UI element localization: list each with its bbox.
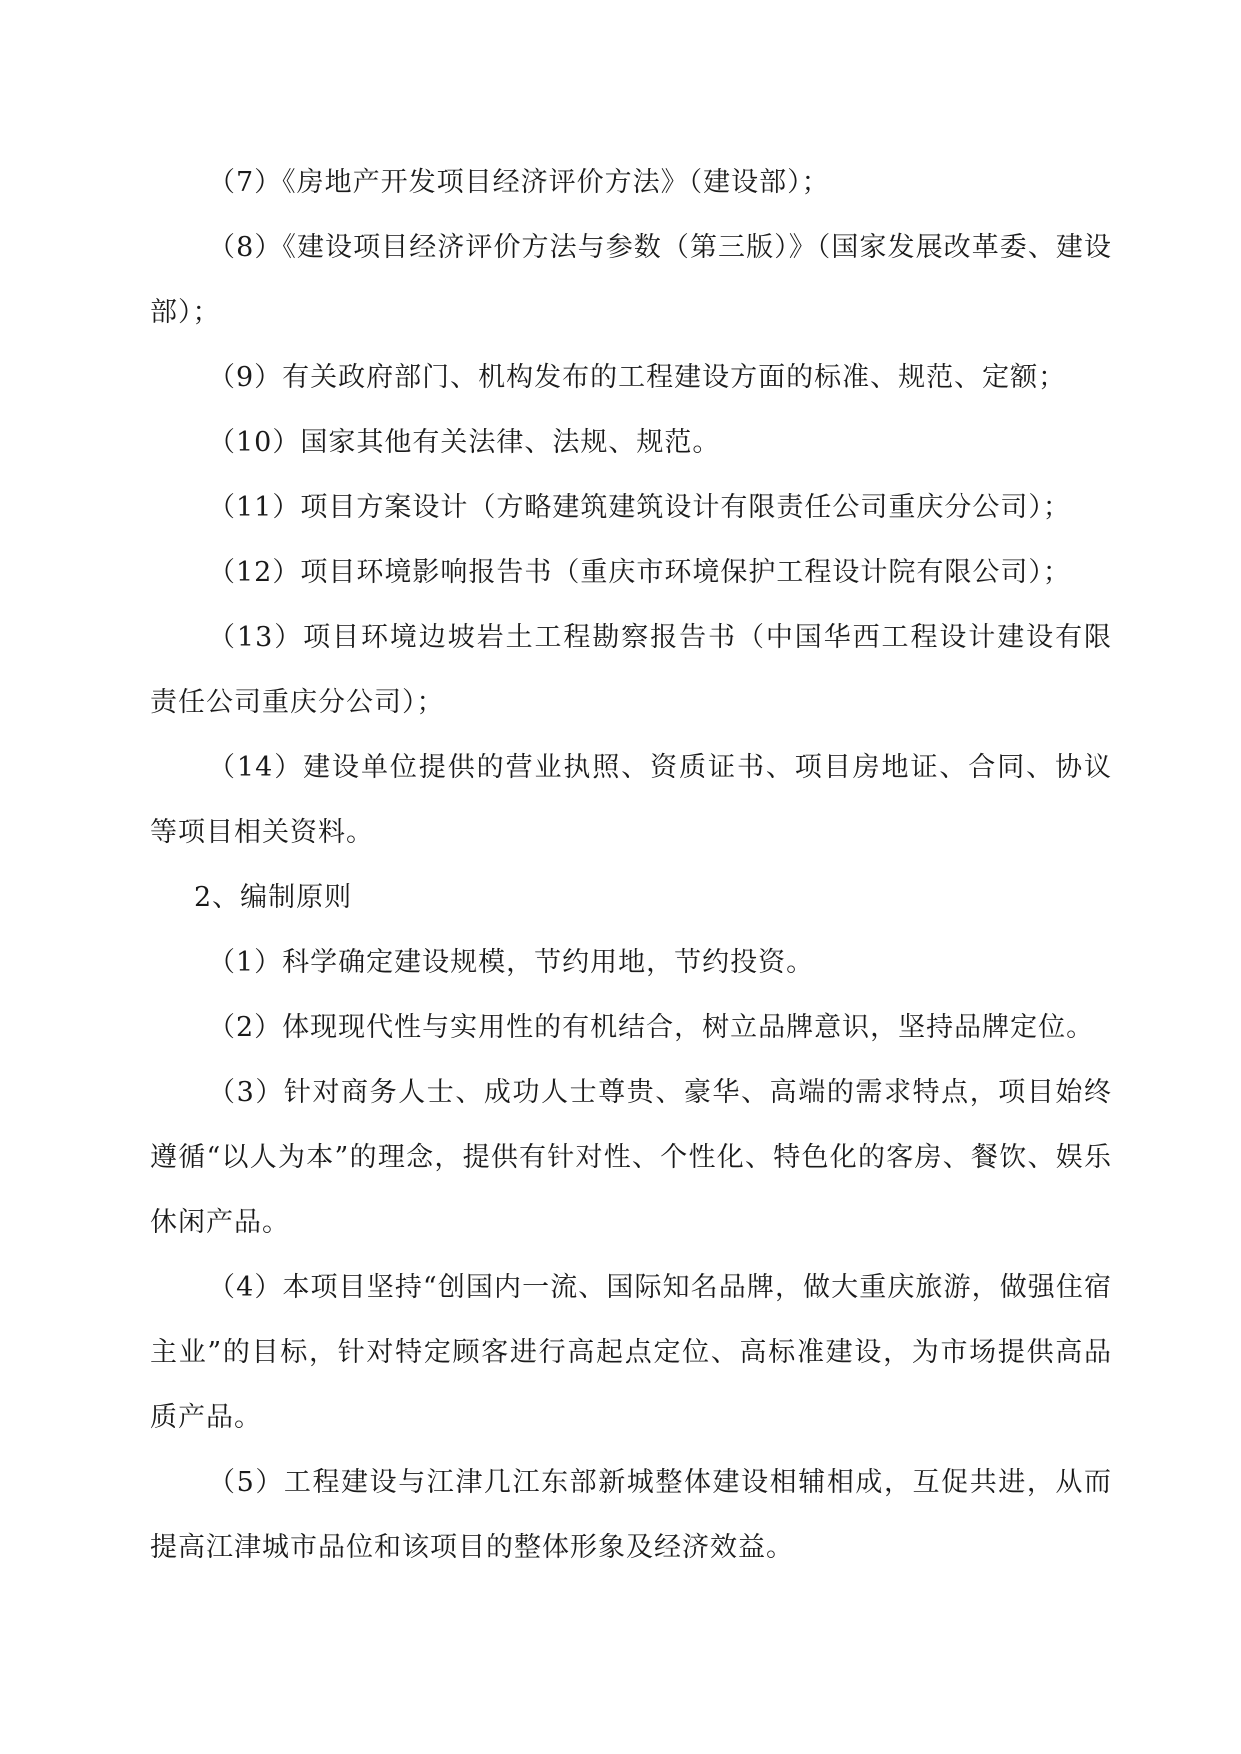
principle-item-3: （3）针对商务人士、成功人士尊贵、豪华、高端的需求特点，项目始终遵循“以人为本”的理念，提供有针对性、个性化、特色化的客房、餐饮、娱乐休闲产品。 [150, 1077, 1112, 1238]
principle-item-1: （1）科学确定建设规模，节约用地，节约投资。 [208, 947, 815, 978]
reference-item-10: （10）国家其他有关法律、法规、规范。 [208, 427, 721, 458]
principle-item-4: （4）本项目坚持“创国内一流、国际知名品牌，做大重庆旅游，做强住宿主业”的目标，针对特定顾客进行高起点定位、高标准建设，为市场提供高品质产品。 [150, 1272, 1112, 1433]
reference-item-12: （12）项目环境影响报告书（重庆市环境保护工程设计院有限公司）； [208, 557, 1071, 588]
section-heading-principles: 2、编制原则 [194, 882, 353, 913]
principle-item-5: （5）工程建设与江津几江东部新城整体建设相辅相成，互促共进，从而提高江津城市品位和该项目的整体形象及经济效益。 [150, 1467, 1112, 1563]
reference-item-13: （13）项目环境边坡岩土工程勘察报告书（中国华西工程设计建设有限责任公司重庆分公司）； [150, 622, 1112, 718]
principle-item-2: （2）体现现代性与实用性的有机结合，树立品牌意识，坚持品牌定位。 [208, 1012, 1095, 1043]
reference-item-9: （9）有关政府部门、机构发布的工程建设方面的标准、规范、定额； [208, 362, 1067, 393]
reference-item-8: （8）《建设项目经济评价方法与参数（第三版）》（国家发展改革委、建设部）； [150, 232, 1112, 328]
reference-item-7: （7）《房地产开发项目经济评价方法》（建设部）； [208, 167, 830, 198]
reference-item-14: （14）建设单位提供的营业执照、资质证书、项目房地证、合同、协议等项目相关资料。 [150, 752, 1112, 848]
reference-item-11: （11）项目方案设计（方略建筑建筑设计有限责任公司重庆分公司）； [208, 492, 1071, 523]
document-body [150, 150, 1112, 1580]
